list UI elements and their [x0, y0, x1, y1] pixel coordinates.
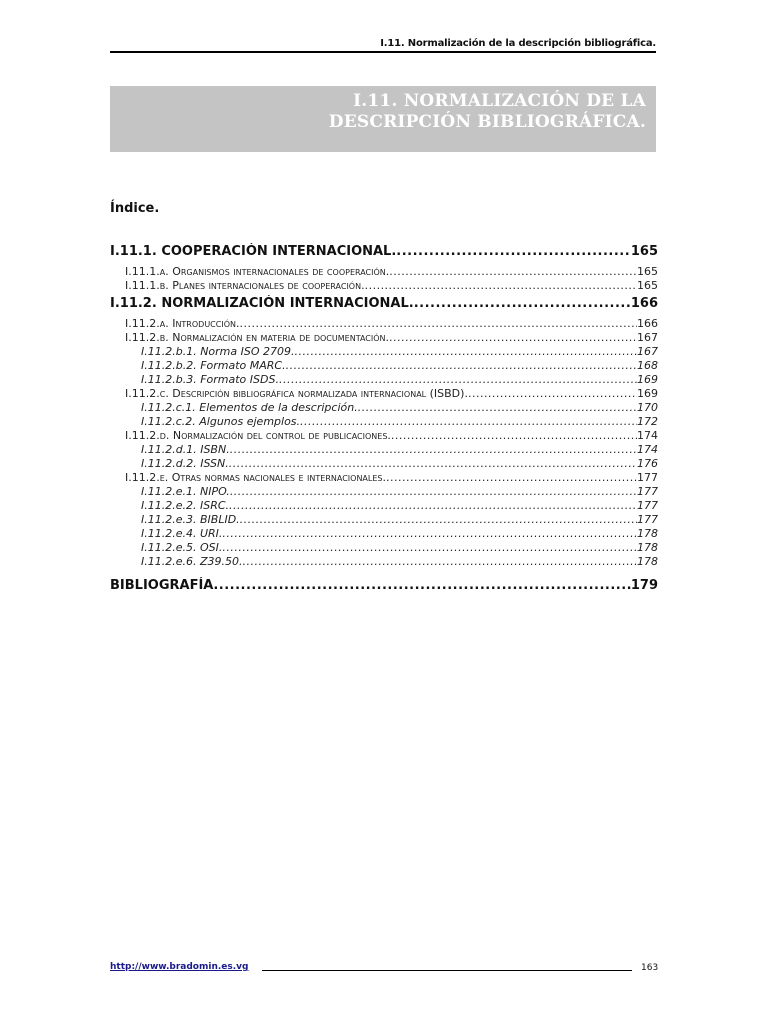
- toc-entry-label: I.11.2.b.1. Norma ISO 2709.: [141, 345, 295, 358]
- toc-leader-dots: [229, 457, 637, 471]
- page-number: 163: [641, 963, 659, 973]
- toc-leader-dots: [286, 359, 637, 373]
- toc-entry-level3[interactable]: [110, 415, 658, 429]
- toc-entry-page: 178: [637, 527, 658, 540]
- toc-entry-level2[interactable]: [110, 471, 658, 485]
- toc-entry-level3[interactable]: [110, 359, 658, 373]
- chapter-title-line-2: DESCRIPCIÓN BIBLIOGRÁFICA.: [328, 112, 646, 132]
- toc-entry-level2[interactable]: [110, 387, 658, 401]
- toc-entry-level2[interactable]: [110, 317, 658, 331]
- toc-entry-page: 179: [630, 578, 658, 593]
- toc-leader-dots: [468, 387, 637, 401]
- toc-entry-page: 169: [637, 387, 658, 400]
- toc-entry-label: I.11.2.e.4. URI.: [141, 527, 223, 540]
- toc-leader-dots: [295, 345, 637, 359]
- toc-entry-level2[interactable]: [110, 279, 658, 293]
- toc-entry-page: 169: [637, 373, 658, 386]
- footer-rule: [262, 970, 632, 971]
- toc-entry-level3[interactable]: [110, 373, 658, 387]
- toc-entry-page: 167: [637, 331, 658, 344]
- toc-leader-dots: [213, 577, 631, 595]
- toc-leader-dots: [230, 485, 637, 499]
- toc-leader-dots: [396, 243, 631, 261]
- toc-entry-label: I.11.2.c.1. Elementos de la descripción.: [141, 401, 358, 414]
- toc-entry-label: BIBLIOGRAFÍA: [110, 578, 214, 593]
- toc-entry-page: 165: [637, 279, 658, 292]
- toc-entry-bibliography[interactable]: [110, 577, 658, 599]
- toc-entry-level3[interactable]: [110, 499, 658, 513]
- toc-entry-page: 177: [637, 485, 658, 498]
- toc-entry-label: I.11.2.d. Normalización del control de publicaciones.: [125, 429, 391, 442]
- toc-entry-label: I.11.2.b. Normalización en materia de documentación.: [125, 331, 390, 344]
- toc-entry-label: I.11.2.d.1. ISBN.: [141, 443, 230, 456]
- toc-leader-dots: [243, 555, 637, 569]
- toc-entry-level3[interactable]: [110, 443, 658, 457]
- toc-entry-label: I.11.2.a. Introducción.: [125, 317, 240, 330]
- toc-entry-label: I.11.2.b.3. Formato ISDS.: [141, 373, 279, 386]
- toc-leader-dots: [389, 331, 637, 345]
- toc-entry-level3[interactable]: [110, 555, 658, 569]
- toc-entry-label: I.11.2.d.2. ISSN.: [141, 457, 229, 470]
- toc-entry-level3[interactable]: [110, 345, 658, 359]
- toc-entry-page: 177: [637, 499, 658, 512]
- toc-entry-label: I.11.2.e.1. NIPO.: [141, 485, 230, 498]
- toc-entry-page: 168: [637, 359, 658, 372]
- toc-entry-page: 166: [630, 296, 658, 311]
- toc-leader-dots: [230, 443, 637, 457]
- toc-leader-dots: [222, 541, 637, 555]
- toc-entry-page: 165: [630, 244, 658, 259]
- toc-entry-label: I.11.2.e. Otras normas nacionales e internacionales.: [125, 471, 386, 484]
- chapter-title-line-1: I.11. NORMALIZACIÓN DE LA: [353, 91, 646, 111]
- toc-entry-level1[interactable]: [110, 295, 658, 317]
- table-of-contents: [110, 243, 658, 599]
- toc-entry-label: I.11.2.e.5. OSI.: [141, 541, 223, 554]
- toc-entry-label: I.11.2.e.2. ISRC.: [141, 499, 230, 512]
- toc-entry-label: I.11.2.c.2. Algunos ejemplos.: [141, 415, 301, 428]
- toc-leader-dots: [229, 499, 637, 513]
- chapter-title-box: [110, 86, 656, 152]
- toc-leader-dots: [279, 373, 637, 387]
- toc-entry-page: 167: [637, 345, 658, 358]
- index-heading: Índice.: [110, 201, 160, 216]
- toc-leader-dots: [414, 295, 631, 313]
- toc-leader-dots: [240, 513, 637, 527]
- toc-entry-level3[interactable]: [110, 457, 658, 471]
- toc-entry-level3[interactable]: [110, 401, 658, 415]
- toc-entry-label: I.11.2.e.6. Z39.50.: [141, 555, 243, 568]
- toc-entry-label: I.11.2. NORMALIZACIÓN INTERNACIONAL.: [110, 296, 414, 311]
- toc-entry-page: 174: [637, 443, 658, 456]
- toc-entry-label: I.11.1.a. Organismos internacionales de cooperación.: [125, 265, 390, 278]
- toc-entry-level3[interactable]: [110, 541, 658, 555]
- toc-entry-level1[interactable]: [110, 243, 658, 265]
- toc-leader-dots: [389, 265, 637, 279]
- toc-entry-page: 176: [637, 457, 658, 470]
- toc-leader-dots: [386, 471, 637, 485]
- toc-leader-dots: [365, 279, 637, 293]
- toc-entry-page: 170: [637, 401, 658, 414]
- toc-leader-dots: [300, 415, 637, 429]
- toc-entry-page: 165: [637, 265, 658, 278]
- toc-entry-label: I.11.2.c. Descripción bibliográfica normalizada internacional (ISBD).: [125, 387, 468, 400]
- toc-entry-level3[interactable]: [110, 513, 658, 527]
- footer-website-link[interactable]: http://www.bradomin.es.vg: [110, 962, 249, 972]
- toc-leader-dots: [358, 401, 637, 415]
- toc-entry-level2[interactable]: [110, 331, 658, 345]
- toc-entry-label: I.11.2.e.3. BIBLID.: [141, 513, 240, 526]
- toc-entry-level2[interactable]: [110, 265, 658, 279]
- toc-entry-page: 177: [637, 513, 658, 526]
- toc-entry-page: 178: [637, 555, 658, 568]
- toc-entry-label: I.11.2.b.2. Formato MARC.: [141, 359, 286, 372]
- toc-entry-page: 166: [637, 317, 658, 330]
- header-rule: [110, 51, 656, 53]
- toc-entry-label: I.11.1. COOPERACIÓN INTERNACIONAL.: [110, 244, 397, 259]
- toc-entry-page: 178: [637, 541, 658, 554]
- toc-entry-level3[interactable]: [110, 485, 658, 499]
- toc-leader-dots: [222, 527, 637, 541]
- toc-entry-level2[interactable]: [110, 429, 658, 443]
- toc-entry-page: 172: [637, 415, 658, 428]
- toc-leader-dots: [240, 317, 638, 331]
- toc-entry-level3[interactable]: [110, 527, 658, 541]
- toc-leader-dots: [391, 429, 637, 443]
- running-header: I.11. Normalización de la descripción bibliográfica.: [380, 38, 656, 49]
- toc-entry-label: I.11.1.b. Planes internacionales de cooperación.: [125, 279, 365, 292]
- toc-entry-page: 174: [637, 429, 658, 442]
- toc-entry-page: 177: [637, 471, 658, 484]
